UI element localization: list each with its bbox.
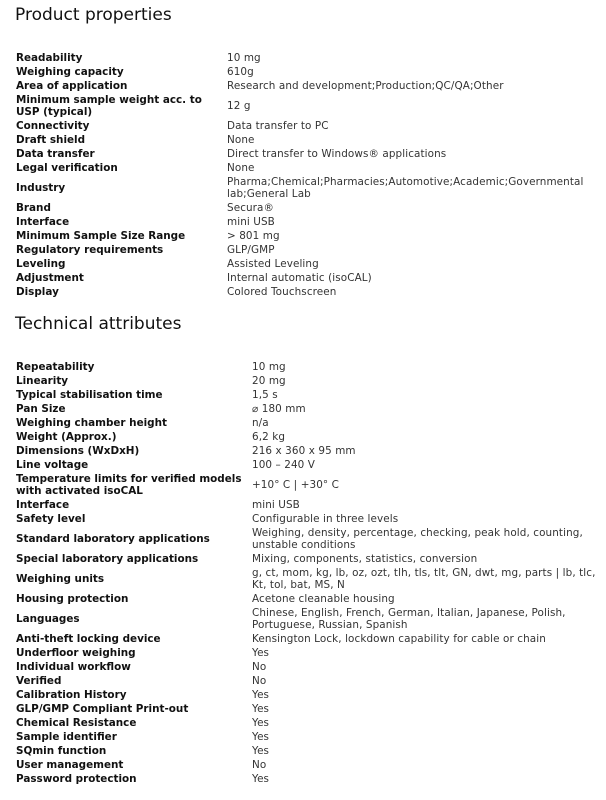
product-properties-heading: Product properties	[15, 5, 172, 25]
property-value: Mixing, components, statistics, conversion	[252, 553, 478, 565]
property-value: Kensington Lock, lockdown capability for cable or chain	[252, 633, 546, 645]
property-label: Verified	[16, 675, 62, 687]
table-row	[16, 552, 597, 566]
property-value: Yes	[252, 717, 270, 729]
property-label: Weighing capacity	[16, 66, 124, 78]
property-label: Connectivity	[16, 120, 90, 132]
product-properties-table	[16, 51, 597, 299]
property-value: Data transfer to PC	[227, 120, 329, 132]
table-row	[16, 93, 597, 119]
property-label: Safety level	[16, 513, 86, 525]
table-row	[16, 388, 597, 402]
table-row	[16, 430, 597, 444]
property-value: 6,2 kg	[252, 431, 286, 443]
property-label: Weight (Approx.)	[16, 431, 117, 443]
property-value: +10° C | +30° C	[252, 479, 339, 491]
property-value: Weighing, density, percentage, checking, peak hold, counting, unstable conditions	[252, 527, 583, 551]
property-label: Adjustment	[16, 272, 84, 284]
property-label: Housing protection	[16, 593, 129, 605]
property-label: Regulatory requirements	[16, 244, 164, 256]
property-value: 10 mg	[252, 361, 286, 373]
property-value: 100 – 240 V	[252, 459, 315, 471]
table-row	[16, 592, 597, 606]
property-label: Standard laboratory applications	[16, 533, 210, 545]
table-row	[16, 360, 597, 374]
property-label: Individual workflow	[16, 661, 131, 673]
property-label: GLP/GMP Compliant Print-out	[16, 703, 189, 715]
property-value: GLP/GMP	[227, 244, 275, 256]
property-value: Internal automatic (isoCAL)	[227, 272, 372, 284]
property-value: 216 x 360 x 95 mm	[252, 445, 356, 457]
property-label: SQmin function	[16, 745, 107, 757]
table-row	[16, 402, 597, 416]
property-label: Data transfer	[16, 148, 95, 160]
property-label: Special laboratory applications	[16, 553, 199, 565]
table-row	[16, 374, 597, 388]
property-value: mini USB	[252, 499, 300, 511]
property-value: None	[227, 134, 255, 146]
property-label: Underfloor weighing	[16, 647, 136, 659]
table-row	[16, 175, 597, 201]
property-value: Yes	[252, 647, 270, 659]
property-value: g, ct, mom, kg, lb, oz, ozt, tlh, tls, tlt, GN, dwt, mg, parts | lb, tlc, Kt, tol, bat, MS, N	[252, 567, 596, 591]
table-row	[16, 416, 597, 430]
property-label: Weighing chamber height	[16, 417, 167, 429]
property-value: 12 g	[227, 100, 251, 112]
property-label: Line voltage	[16, 459, 89, 471]
table-row	[16, 758, 597, 772]
property-label: Temperature limits for verified models with activated isoCAL	[16, 473, 242, 497]
property-label: Draft shield	[16, 134, 86, 146]
property-value: No	[252, 661, 267, 673]
property-label: Minimum Sample Size Range	[16, 230, 186, 242]
property-label: Leveling	[16, 258, 66, 270]
property-value: Yes	[252, 745, 270, 757]
property-value: Pharma;Chemical;Pharmacies;Automotive;Academic;Governmental lab;General Lab	[227, 176, 584, 200]
property-label: Brand	[16, 202, 51, 214]
property-value: Yes	[252, 689, 270, 701]
table-row	[16, 147, 597, 161]
table-row	[16, 133, 597, 147]
table-row	[16, 606, 597, 632]
property-value: 10 mg	[227, 52, 261, 64]
property-value: No	[252, 759, 267, 771]
property-label: Legal verification	[16, 162, 118, 174]
property-label: Display	[16, 286, 59, 298]
table-row	[16, 674, 597, 688]
table-row	[16, 243, 597, 257]
table-row	[16, 498, 597, 512]
property-value: ⌀ 180 mm	[252, 403, 306, 415]
property-label: Anti-theft locking device	[16, 633, 161, 645]
property-value: Direct transfer to Windows® applications	[227, 148, 447, 160]
property-label: Interface	[16, 499, 70, 511]
table-row	[16, 702, 597, 716]
table-row	[16, 716, 597, 730]
property-label: Weighing units	[16, 573, 105, 585]
table-row	[16, 271, 597, 285]
property-label: Password protection	[16, 773, 137, 785]
table-row	[16, 257, 597, 271]
table-row	[16, 730, 597, 744]
property-value: Research and development;Production;QC/QA;Other	[227, 80, 504, 92]
table-row	[16, 79, 597, 93]
table-row	[16, 201, 597, 215]
property-label: User management	[16, 759, 124, 771]
table-row	[16, 229, 597, 243]
table-row	[16, 688, 597, 702]
property-value: 20 mg	[252, 375, 286, 387]
property-value: No	[252, 675, 267, 687]
property-value: Assisted Leveling	[227, 258, 319, 270]
table-row	[16, 632, 597, 646]
property-label: Languages	[16, 613, 80, 625]
property-label: Calibration History	[16, 689, 127, 701]
table-row	[16, 512, 597, 526]
table-row	[16, 772, 597, 786]
table-row	[16, 660, 597, 674]
property-label: Typical stabilisation time	[16, 389, 163, 401]
table-row	[16, 285, 597, 299]
property-value: Secura®	[227, 202, 275, 214]
property-label: Repeatability	[16, 361, 95, 373]
table-row	[16, 744, 597, 758]
property-label: Industry	[16, 182, 66, 194]
table-row	[16, 119, 597, 133]
property-value: Configurable in three levels	[252, 513, 399, 525]
property-value: Yes	[252, 731, 270, 743]
property-value: Acetone cleanable housing	[252, 593, 395, 605]
table-row	[16, 646, 597, 660]
property-value: > 801 mg	[227, 230, 280, 242]
table-row	[16, 444, 597, 458]
property-value: Yes	[252, 703, 270, 715]
property-value: None	[227, 162, 255, 174]
property-value: 1,5 s	[252, 389, 278, 401]
property-label: Minimum sample weight acc. to USP (typical)	[16, 94, 202, 118]
property-value: Chinese, English, French, German, Italian, Japanese, Polish, Portuguese, Russian, Spanish	[252, 607, 566, 631]
property-label: Pan Size	[16, 403, 66, 415]
table-row	[16, 51, 597, 65]
property-label: Chemical Resistance	[16, 717, 137, 729]
property-value: mini USB	[227, 216, 275, 228]
property-label: Readability	[16, 52, 83, 64]
table-row	[16, 566, 597, 592]
technical-attributes-heading: Technical attributes	[15, 314, 182, 334]
property-value: 610g	[227, 66, 254, 78]
property-label: Area of application	[16, 80, 128, 92]
property-value: Colored Touchscreen	[227, 286, 337, 298]
property-value: n/a	[252, 417, 269, 429]
property-label: Dimensions (WxDxH)	[16, 445, 140, 457]
technical-attributes-table	[16, 360, 597, 786]
table-row	[16, 472, 597, 498]
table-row	[16, 65, 597, 79]
property-label: Sample identifier	[16, 731, 117, 743]
table-row	[16, 526, 597, 552]
property-label: Interface	[16, 216, 70, 228]
table-row	[16, 161, 597, 175]
table-row	[16, 458, 597, 472]
table-row	[16, 215, 597, 229]
property-label: Linearity	[16, 375, 69, 387]
property-value: Yes	[252, 773, 270, 785]
